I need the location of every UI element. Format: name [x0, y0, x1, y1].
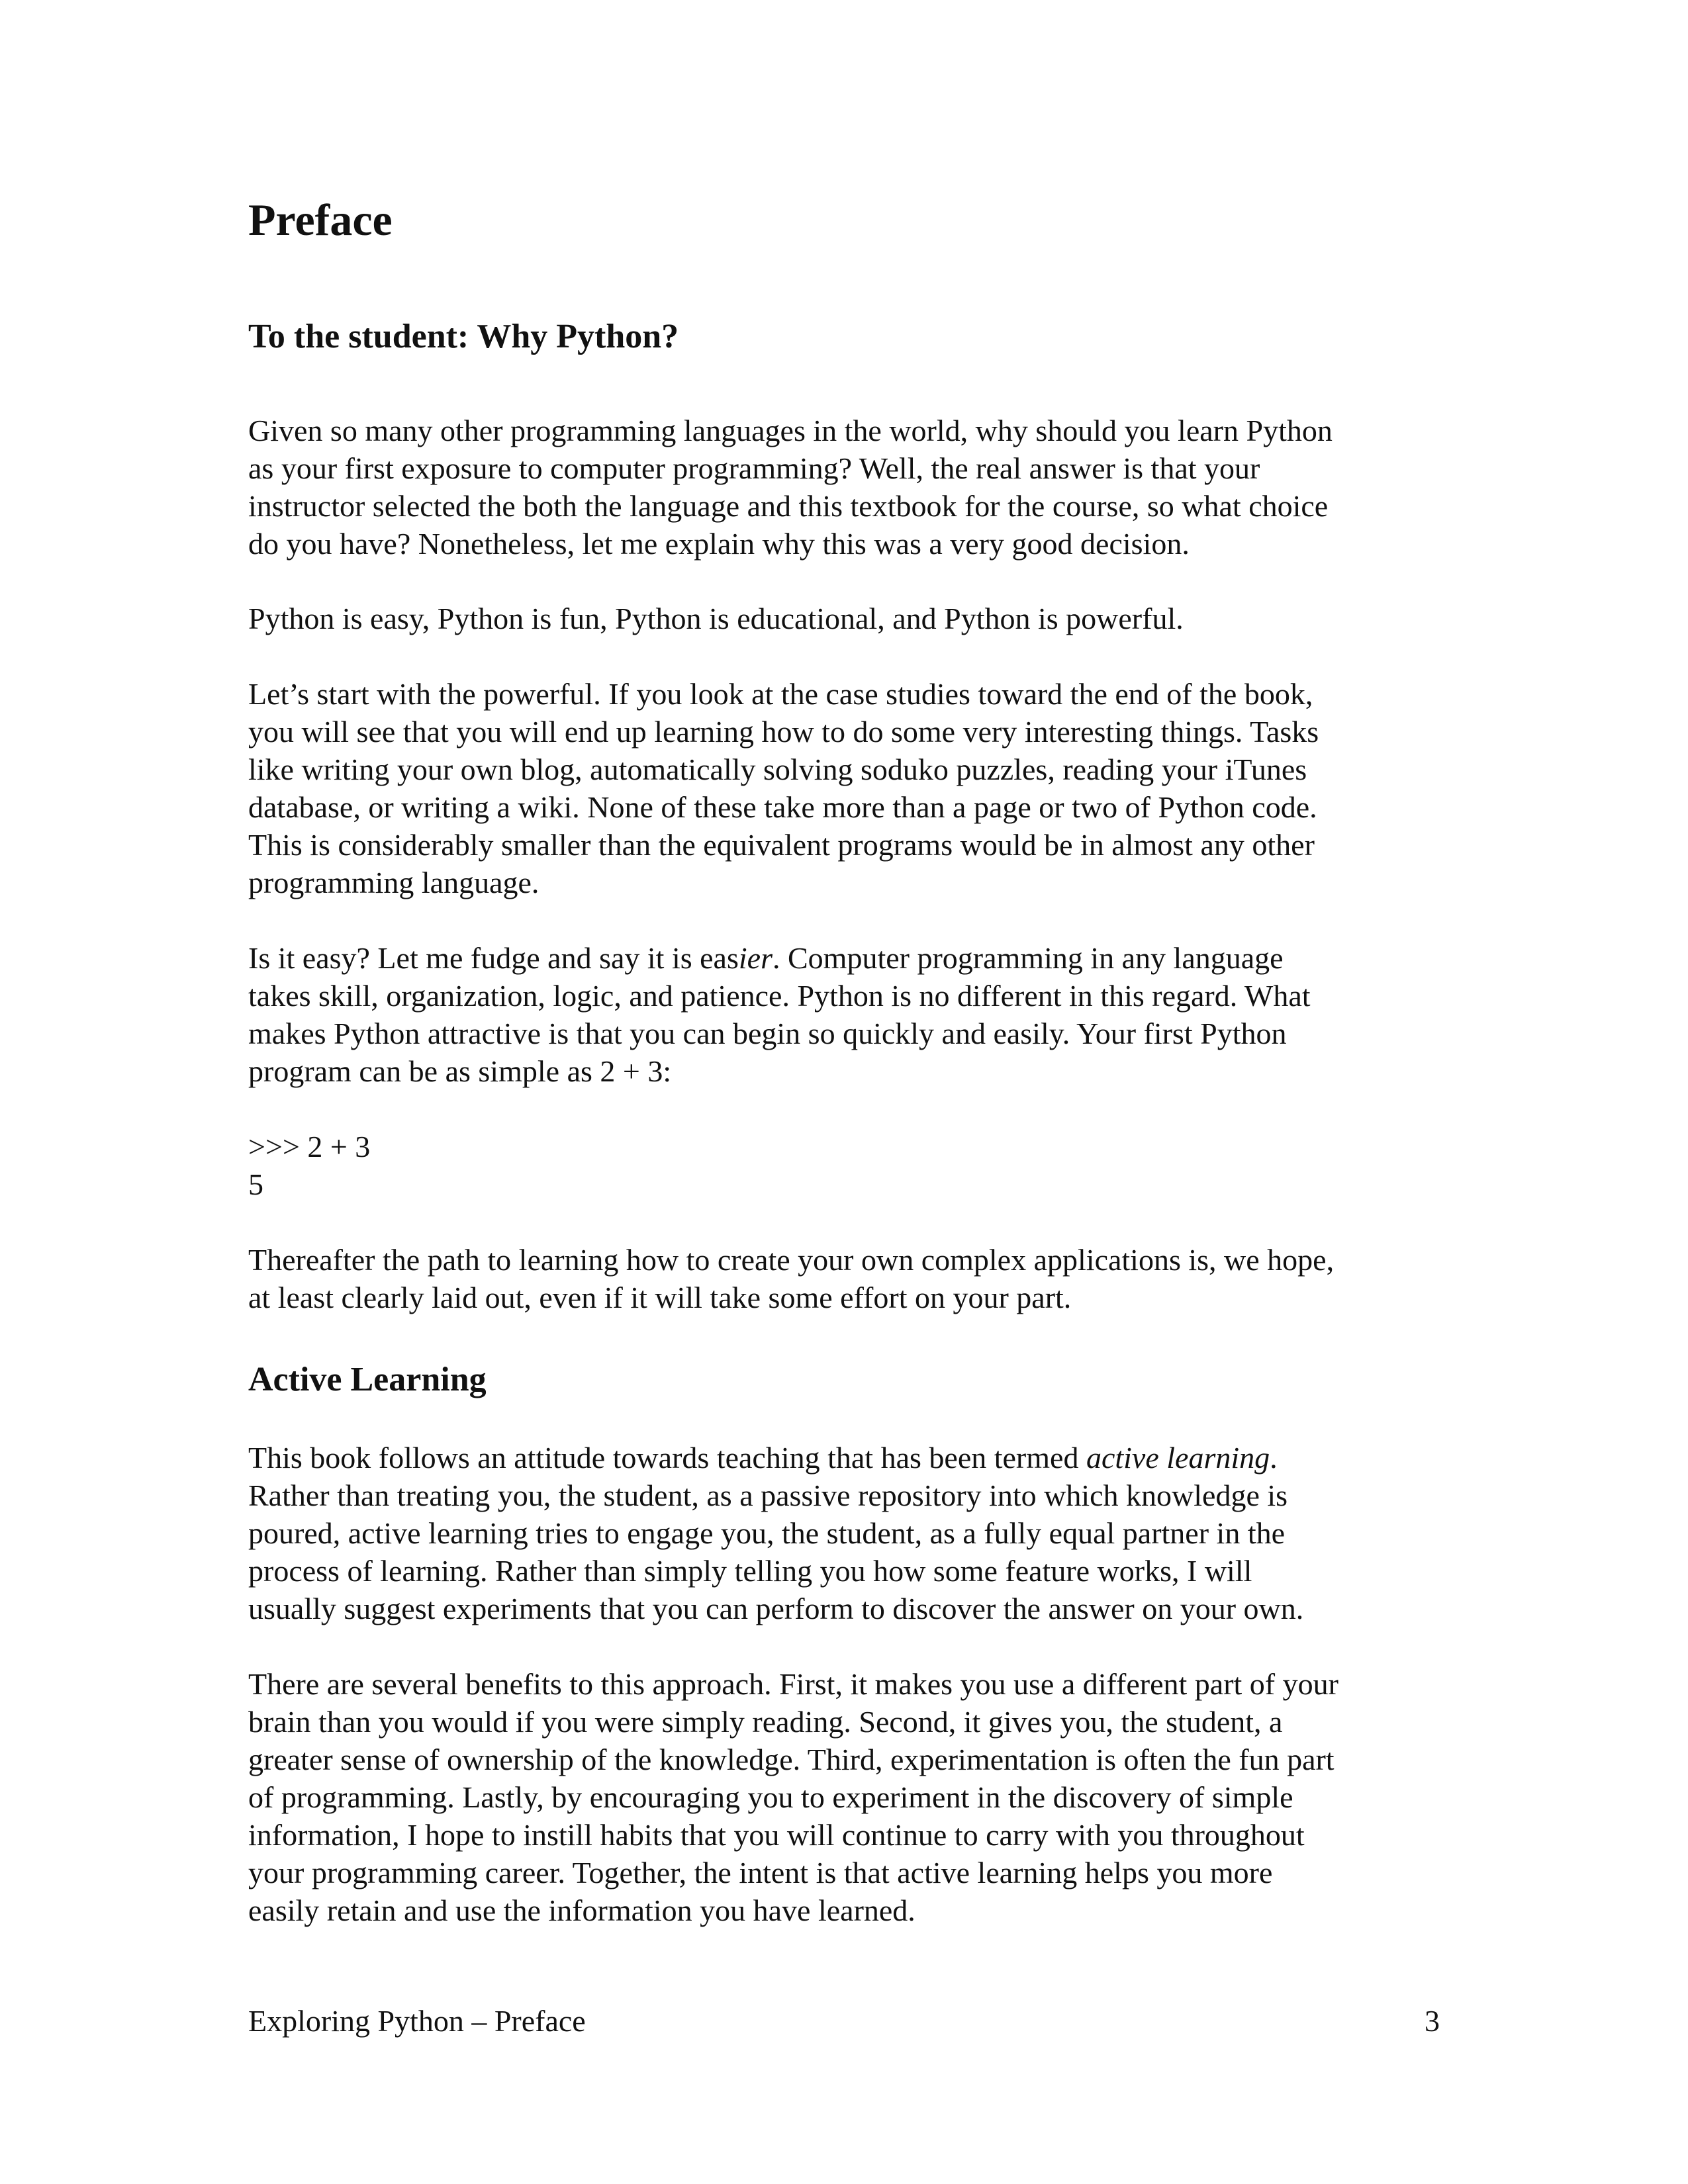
paragraph-line: This is considerably smaller than the equivalent programs would be in almost any other [248, 828, 1315, 862]
paragraph-line: Let’s start with the powerful. If you look at the case studies toward the end of the book, [248, 677, 1313, 711]
paragraph-active-learning-intro [248, 1439, 1303, 1627]
code-line: >>> 2 + 3 [248, 1130, 371, 1163]
paragraph-line: as your first exposure to computer programming? Well, the real answer is that your [248, 451, 1260, 485]
paragraph-line: of programming. Lastly, by encouraging you to experiment in the discovery of simple [248, 1780, 1293, 1814]
paragraph-line: at least clearly laid out, even if it will take some effort on your part. [248, 1281, 1072, 1314]
text-run: . Computer programming in any language [772, 941, 1284, 975]
paragraph-thereafter [248, 1241, 1334, 1316]
paragraph-line: usually suggest experiments that you can perform to discover the answer on your own. [248, 1592, 1304, 1625]
paragraph-intro [248, 412, 1333, 563]
paragraph-line: program can be as simple as 2 + 3: [248, 1054, 672, 1088]
paragraph-line [248, 939, 1311, 977]
page-number: 3 [1425, 2004, 1440, 2038]
paragraph-line: you will see that you will end up learning how to do some very interesting things. Tasks [248, 715, 1319, 749]
section-heading-why-python: To the student: Why Python? [248, 318, 679, 355]
text-run: Is it easy? Let me fudge and say it is eas [248, 941, 739, 975]
paragraph-line: programming language. [248, 866, 539, 899]
paragraph-line: database, or writing a wiki. None of these take more than a page or two of Python code. [248, 790, 1317, 824]
emphasis-text: ier [738, 941, 773, 975]
paragraph-line: Thereafter the path to learning how to create your own complex applications is, we hope, [248, 1243, 1335, 1277]
paragraph-line: There are several benefits to this approach. First, it makes you use a different part of your [248, 1667, 1338, 1701]
text-run: . [1270, 1441, 1278, 1475]
emphasis-text: active learning [1086, 1441, 1270, 1475]
paragraph-line [248, 1439, 1303, 1477]
paragraph-line: process of learning. Rather than simply telling you how some feature works, I will [248, 1554, 1252, 1588]
paragraph-line: Rather than treating you, the student, as a passive repository into which knowledge is [248, 1479, 1288, 1512]
paragraph-line: instructor selected the both the language and this textbook for the course, so what choice [248, 489, 1329, 523]
page-title: Preface [248, 195, 393, 245]
paragraph-powerful [248, 675, 1319, 901]
paragraph-python-is-easy [248, 600, 1184, 637]
paragraph-line: takes skill, organization, logic, and patience. Python is no different in this regard. What [248, 979, 1311, 1013]
paragraph-line: information, I hope to instill habits that you will continue to carry with you throughout [248, 1818, 1305, 1852]
text-run: This book follows an attitude towards teaching that has been termed [248, 1441, 1086, 1475]
paragraph-line: Given so many other programming languages in the world, why should you learn Python [248, 414, 1333, 447]
paragraph-line: do you have? Nonetheless, let me explain why this was a very good decision. [248, 527, 1190, 561]
code-line: 5 [248, 1167, 263, 1201]
paragraph-line: easily retain and use the information you have learned. [248, 1893, 915, 1927]
paragraph-line: greater sense of ownership of the knowledge. Third, experimentation is often the fun part [248, 1743, 1335, 1776]
paragraph-line: Python is easy, Python is fun, Python is educational, and Python is powerful. [248, 602, 1184, 635]
paragraph-easy [248, 939, 1311, 1090]
paragraph-line: makes Python attractive is that you can begin so quickly and easily. Your first Python [248, 1017, 1287, 1050]
footer-label: Exploring Python – Preface [248, 2004, 586, 2038]
paragraph-line: like writing your own blog, automatically solving soduko puzzles, reading your iTunes [248, 752, 1307, 786]
code-example [248, 1128, 370, 1203]
document-page [248, 0, 1440, 2184]
paragraph-benefits [248, 1665, 1338, 1929]
paragraph-line: your programming career. Together, the intent is that active learning helps you more [248, 1856, 1273, 1889]
paragraph-line: brain than you would if you were simply reading. Second, it gives you, the student, a [248, 1705, 1283, 1739]
paragraph-line: poured, active learning tries to engage you, the student, as a fully equal partner in the [248, 1516, 1286, 1550]
section-heading-active-learning: Active Learning [248, 1361, 487, 1398]
